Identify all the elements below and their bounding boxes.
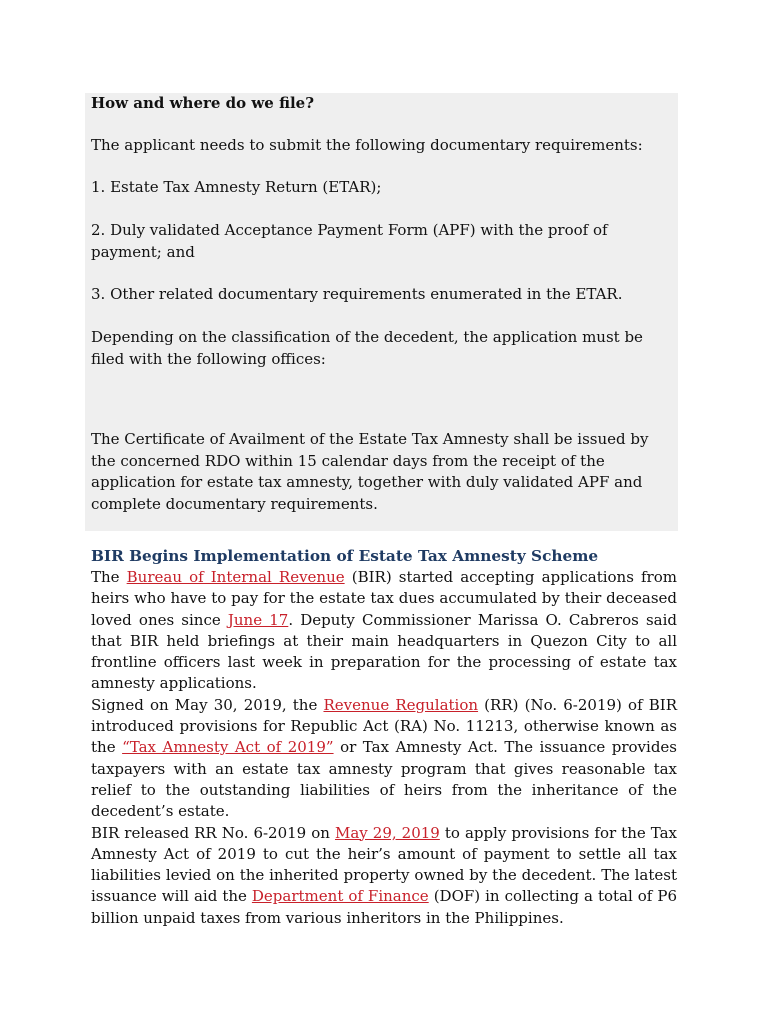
article-paragraph-1 — [91, 567, 677, 695]
requirement-2: 2. Duly validated Acceptance Payment Form (APF) with the proof of payment; and — [91, 221, 608, 261]
requirement-3: 3. Other related documentary requirements enumerated in the ETAR. — [91, 285, 623, 303]
text-fragment: The — [91, 568, 127, 586]
tax-amnesty-act-link[interactable]: “Tax Amnesty Act of 2019” — [122, 738, 334, 757]
article-title: BIR Begins Implementation of Estate Tax Amnesty Scheme — [91, 547, 599, 565]
may-29-link[interactable]: May 29, 2019 — [334, 823, 440, 842]
requirements-intro: The applicant needs to submit the following documentary requirements: — [91, 136, 643, 154]
text-fragment: . Deputy Commissioner Marissa O. Cabreros said that BIR held briefings at their main headquarters in Quezon City to all frontline officers last week in preparation for the processing of estate tax amnesty applications. — [91, 610, 677, 693]
filing-info-box — [85, 93, 678, 531]
text-fragment: (BIR) started accepting applications from heirs who have to pay for the estate tax dues accumulated by their deceased loved ones since — [91, 568, 677, 629]
revenue-regulation-link[interactable]: Revenue Regulation — [323, 695, 479, 714]
june-17-link[interactable]: June 17 — [227, 610, 289, 629]
certificate-paragraph: The Certificate of Availment of the Estate Tax Amnesty shall be issued by the concerned RDO within 15 calendar days from the receipt of the application for estate tax amnesty, together with duly validated APF and complete documentary requirements. — [91, 430, 649, 513]
department-of-finance-link[interactable]: Department of Finance — [251, 887, 429, 906]
article-paragraph-2 — [91, 695, 677, 823]
text-fragment: or Tax Amnesty Act. The issuance provides taxpayers with an estate tax amnesty program that gives reasonable tax relief to the outstanding liabilities of heirs from the inheritance of the decedent’s estate. — [91, 738, 677, 821]
requirement-1: 1. Estate Tax Amnesty Return (ETAR); — [91, 178, 382, 196]
article — [91, 545, 677, 929]
text-fragment: to apply provisions for the Tax Amnesty Act of 2019 to cut the heir’s amount of payment to settle all tax liabilities levied on the inherited property owned by the decedent. The latest issuance will aid the — [91, 823, 678, 906]
bir-link[interactable]: Bureau of Internal Revenue — [126, 568, 345, 586]
filing-heading: How and where do we file? — [91, 94, 315, 112]
article-paragraph-3 — [91, 823, 677, 929]
text-fragment: Signed on May 30, 2019, the — [91, 695, 324, 714]
text-fragment: (RR) (No. 6-2019) of BIR introduced provisions for Republic Act (RA) No. 11213, otherwise known as the — [91, 695, 678, 757]
offices-paragraph: Depending on the classification of the decedent, the application must be filed with the following offices: — [91, 328, 643, 368]
text-fragment: BIR released RR No. 6-2019 on — [91, 823, 335, 842]
text-fragment: (DOF) in collecting a total of P6 billion unpaid taxes from various inheritors in the Philippines. — [91, 887, 677, 927]
